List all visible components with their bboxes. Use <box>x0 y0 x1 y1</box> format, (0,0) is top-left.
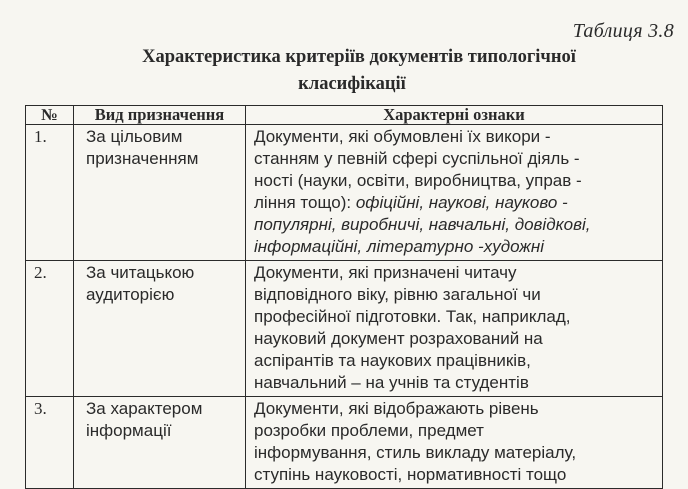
description-line: Документи, які призначені читачу <box>254 263 517 282</box>
description-line: станням у певній сфері суспільної діяль - <box>254 149 580 168</box>
description-line: відповідного віку, рівню загальної чи <box>254 285 541 304</box>
table-label: Таблиця 3.8 <box>572 20 674 42</box>
description-line: навчальний – на учнів та студентів <box>254 373 529 392</box>
description-line <box>254 192 656 214</box>
row-description <box>246 397 663 489</box>
description-line: професійної підготовки. Так, наприклад, <box>254 307 571 326</box>
table-header-row <box>26 106 663 125</box>
header-characteristics: Характерні ознаки <box>246 106 663 125</box>
table-title <box>0 44 688 98</box>
table-row <box>26 125 663 261</box>
row-purpose <box>74 261 246 397</box>
title-line-1: Характеристика критеріїв документів типологічної <box>142 47 576 67</box>
purpose-line: інформації <box>86 421 172 440</box>
description-line: інформаційні, літературно -художні <box>254 237 545 256</box>
description-line: інформування, стиль викладу матеріалу, <box>254 443 577 462</box>
purpose-line: За цільовим <box>86 127 183 146</box>
description-line: Документи, які відображають рівень <box>254 399 539 418</box>
table-row <box>26 261 663 397</box>
row-number: 1. <box>26 125 74 261</box>
description-line: розробки проблеми, предмет <box>254 421 484 440</box>
description-text: ління тощо): <box>254 193 356 212</box>
purpose-line: аудиторією <box>86 285 175 304</box>
description-italic-text: офіційні, наукові, науково - <box>355 193 568 212</box>
description-line: ступінь науковості, нормативності тощо <box>254 465 567 484</box>
description-line: Документи, які обумовлені їх викори - <box>254 127 551 146</box>
purpose-line: За характером <box>86 399 203 418</box>
table-row <box>26 397 663 489</box>
row-number: 2. <box>26 261 74 397</box>
row-description <box>246 125 663 261</box>
row-purpose <box>74 125 246 261</box>
description-line: науковий документ розрахований на <box>254 329 543 348</box>
row-description <box>246 261 663 397</box>
description-line: популярні, виробничі, навчальні, довідкові, <box>254 215 591 234</box>
header-purpose-type: Вид призначення <box>74 106 246 125</box>
row-purpose <box>74 397 246 489</box>
criteria-table <box>25 105 663 489</box>
purpose-line: За читацькою <box>86 263 195 282</box>
title-line-2: класифікації <box>298 74 406 94</box>
description-line: аспірантів та наукових працівників, <box>254 351 531 370</box>
purpose-line: призначенням <box>86 149 199 168</box>
description-line: ності (науки, освіти, виробництва, управ - <box>254 171 582 190</box>
header-number: № <box>26 106 74 125</box>
row-number: 3. <box>26 397 74 489</box>
